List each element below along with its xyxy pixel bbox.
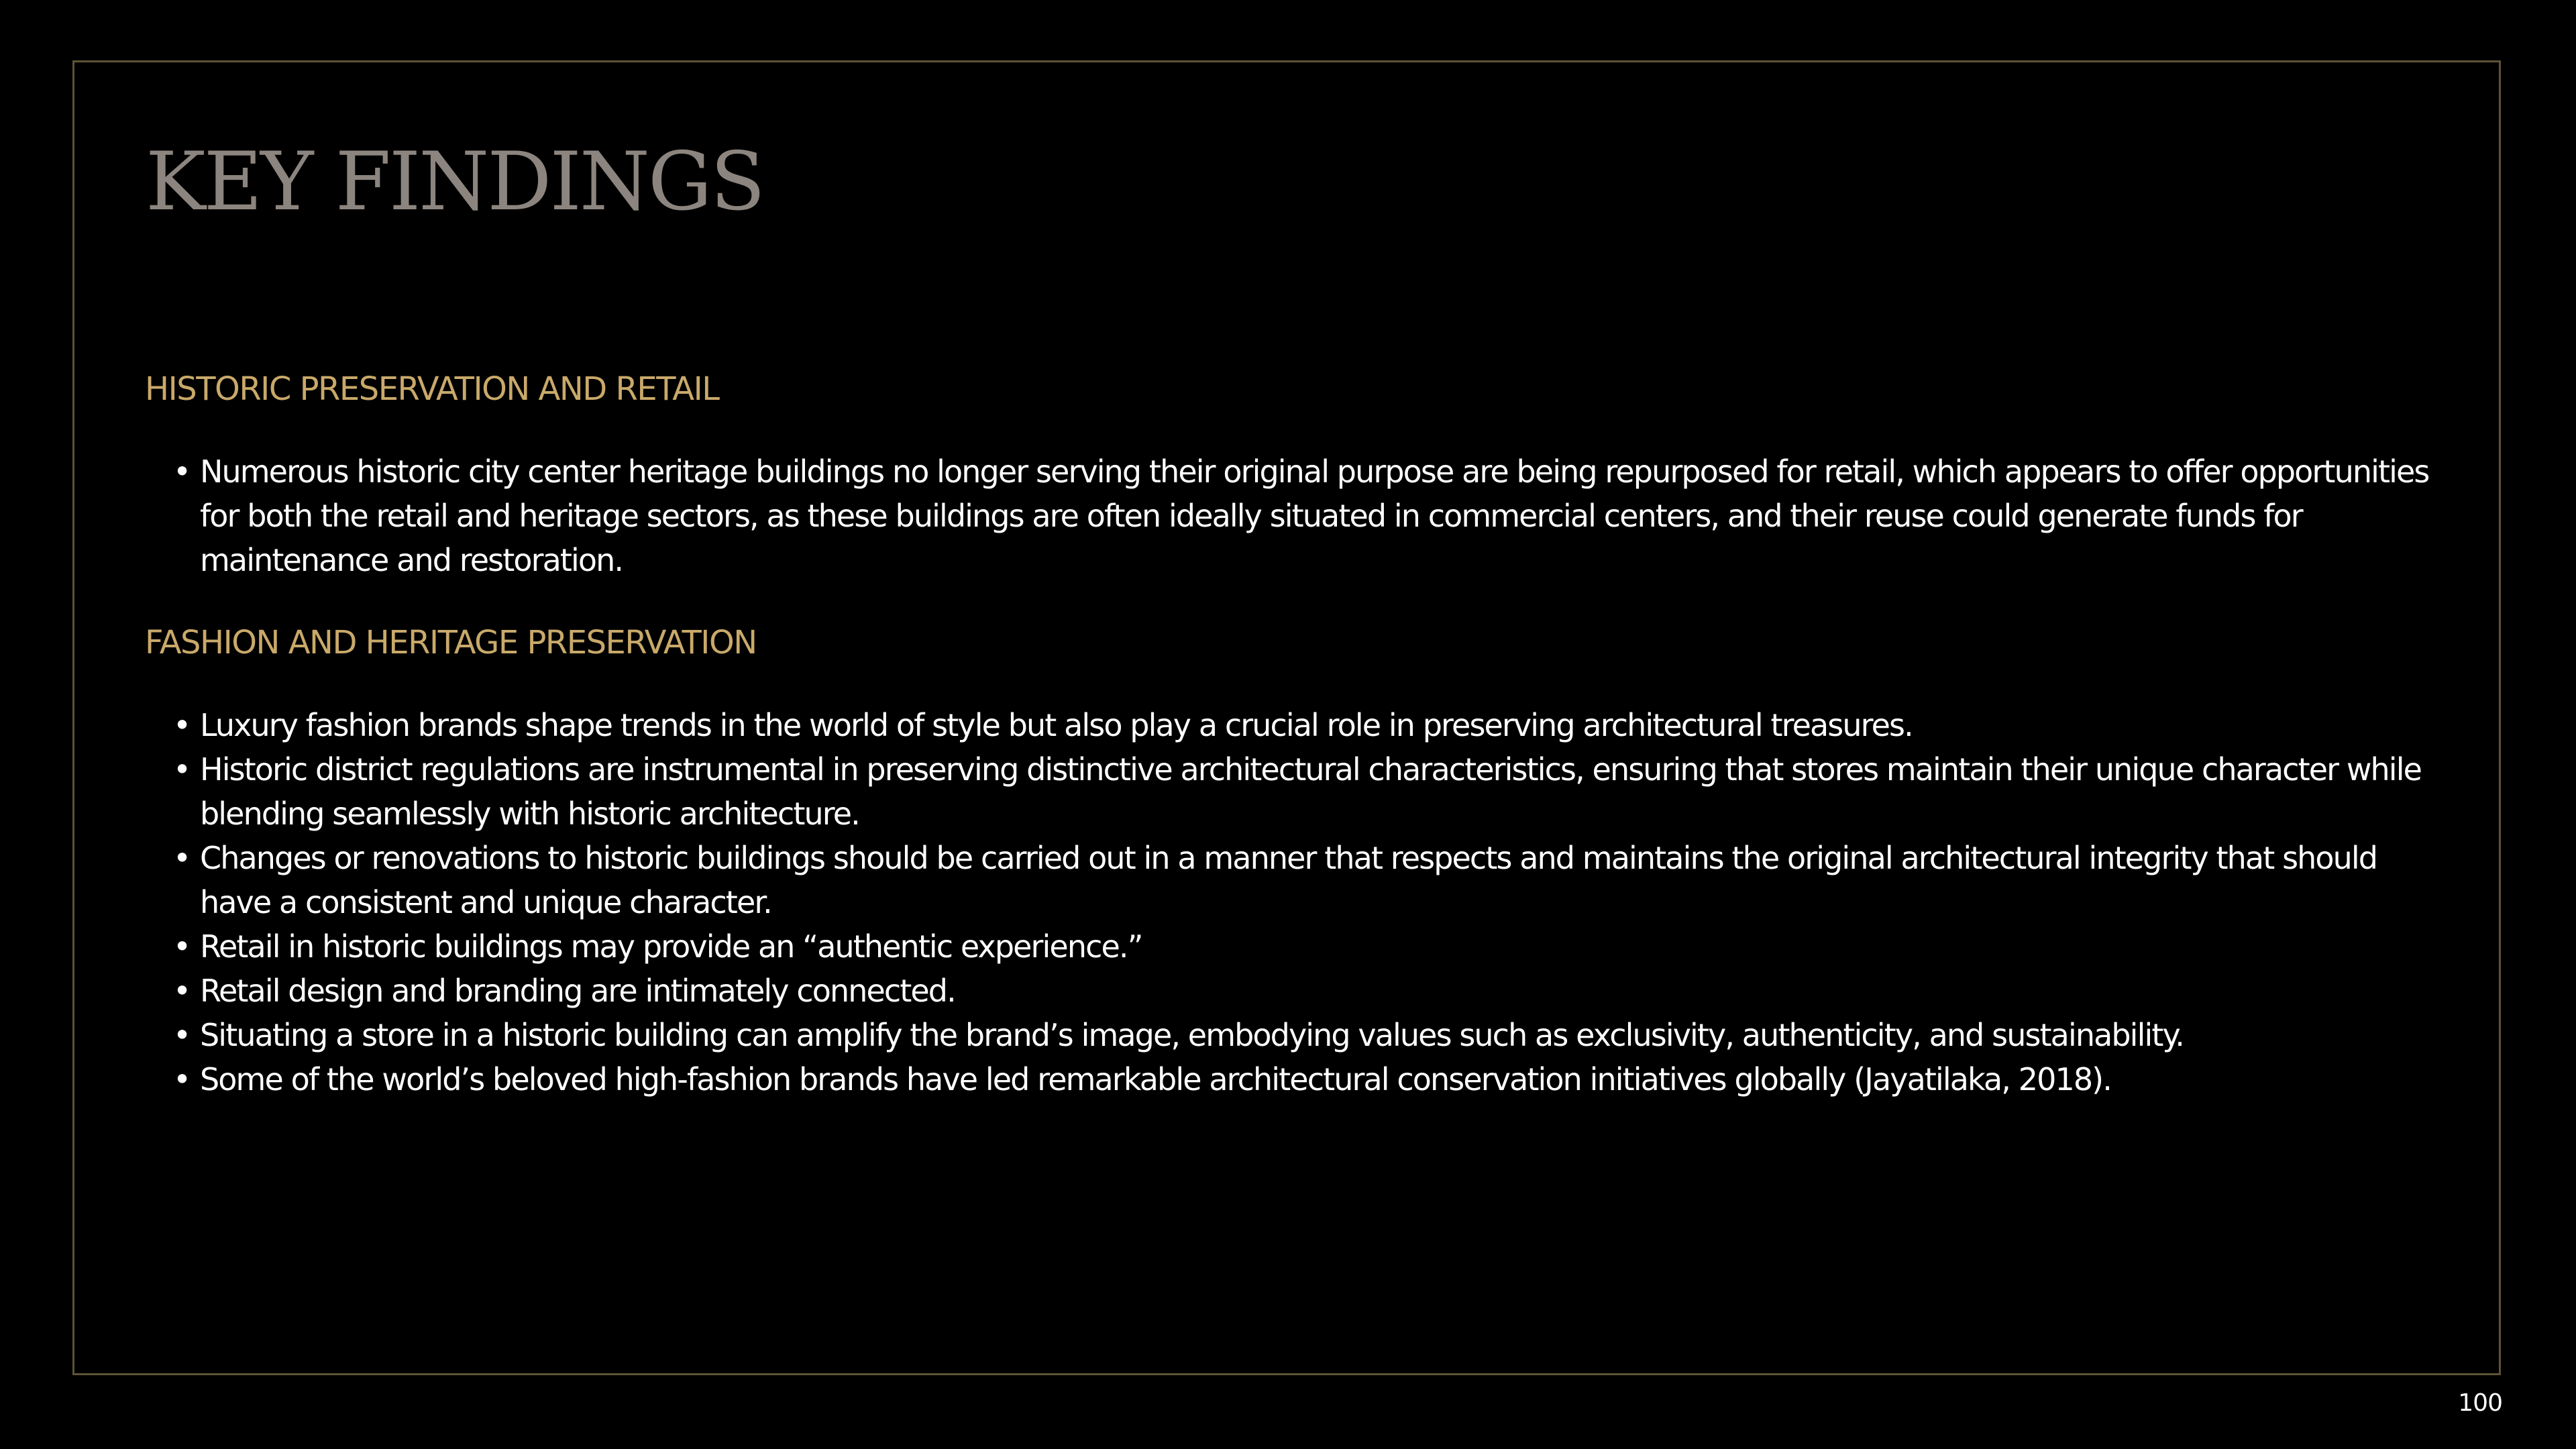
bullet-icon: • [173, 928, 191, 965]
list-item [145, 836, 2453, 924]
bullet-icon: • [173, 1061, 191, 1097]
section-heading-historic-preservation: HISTORIC PRESERVATION AND RETAIL [145, 370, 719, 408]
bullet-icon: • [173, 973, 191, 1009]
bullet-text: Situating a store in a historic building can amplify the brand’s image, embodying values such as exclusivity, authenticity, and sustainability. [200, 1017, 2184, 1053]
bullet-icon: • [173, 453, 191, 490]
bullet-list-fashion-heritage [145, 703, 2453, 1102]
list-item [145, 449, 2453, 582]
bullet-text: Luxury fashion brands shape trends in the world of style but also play a crucial role in preserving architectural treasures. [200, 707, 1913, 743]
list-item [145, 969, 2453, 1013]
list-item [145, 1057, 2453, 1102]
bullet-text: Some of the world’s beloved high-fashion brands have led remarkable architectural conservation initiatives globally (Jayatilaka, 2018). [200, 1061, 2111, 1097]
section-heading-fashion-heritage: FASHION AND HERITAGE PRESERVATION [145, 624, 757, 661]
list-item [145, 747, 2453, 836]
bullet-text: Retail in historic buildings may provide an “authentic experience.” [200, 928, 1142, 965]
bullet-text: Historic district regulations are instrumental in preserving distinctive architectural characteristics, ensuring that stores maintain their unique character while blending seamlessly with historic architecture. [200, 751, 2421, 832]
bullet-icon: • [173, 1017, 191, 1053]
bullet-text: Retail design and branding are intimately connected. [200, 973, 955, 1009]
bullet-icon: • [173, 751, 191, 788]
bullet-icon: • [173, 840, 191, 876]
list-item [145, 924, 2453, 969]
list-item [145, 703, 2453, 747]
page-number: 100 [2458, 1389, 2502, 1417]
bullet-text: Numerous historic city center heritage buildings no longer serving their original purpose are being repurposed for retail, which appears to offer opportunities for both the retail and heritage sectors, as these buildings are often ideally situated in commercial centers, and their reuse could generate funds for maintenance and restoration. [200, 453, 2429, 578]
bullet-list-historic-preservation [145, 449, 2453, 582]
list-item [145, 1013, 2453, 1057]
bullet-icon: • [173, 707, 191, 743]
bullet-text: Changes or renovations to historic buildings should be carried out in a manner that respects and maintains the original architectural integrity that should have a consistent and unique character. [200, 840, 2377, 920]
slide-title: KEY FINDINGS [146, 136, 763, 229]
slide-content [145, 362, 2453, 1102]
